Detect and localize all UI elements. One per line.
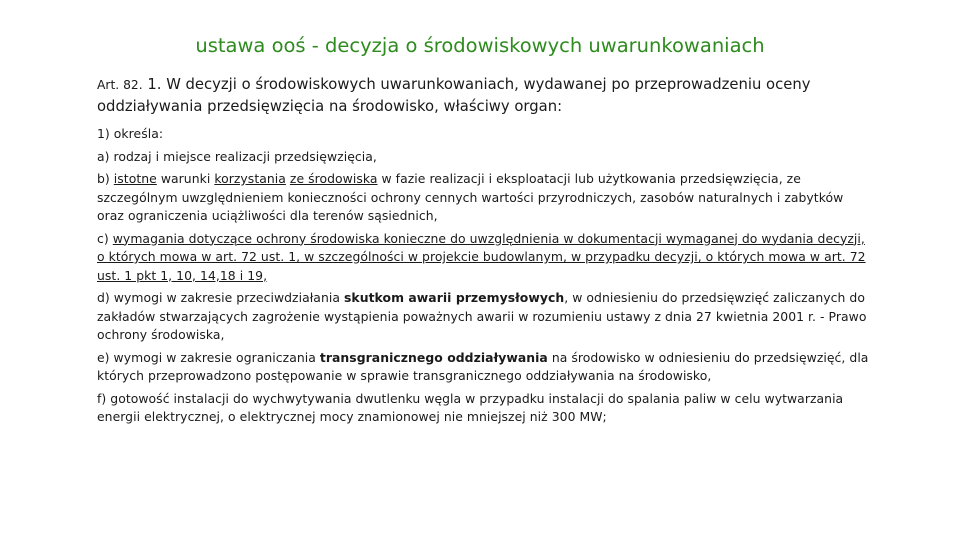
item-d-prefix: d) wymogi w zakresie przeciwdziałania: [97, 290, 344, 305]
item-f: f) gotowość instalacji do wychwytywania dwutlenku węgla w przypadku instalacji do spalania paliw w celu wytwarzania energii elektrycznej, o elektrycznej mocy znamionowej nie mniejszej niż 300 MW;: [97, 390, 844, 424]
item-b: [97, 170, 872, 226]
item-e-rest: na środowisko w odniesieniu do przedsięwzięć, dla których przeprowadzono postępowanie w sprawie transgranicznego oddziaływania na środowisko,: [97, 349, 869, 383]
article-intro: [97, 74, 857, 117]
article-intro-text: 1. W decyzji o środowiskowych uwarunkowaniach, wydawanej po przeprowadzeniu oceny oddziaływania przedsięwzięcia na środowisko, właściwy organ:: [97, 76, 811, 115]
item-e-bold: transgranicznego oddziaływania: [319, 349, 548, 365]
item-d: [97, 289, 872, 345]
item-a: a) rodzaj i miejsce realizacji przedsięwzięcia,: [97, 148, 377, 164]
item-c: [97, 230, 872, 286]
item-c-underlined: wymagania dotyczące ochrony środowiska konieczne do uwzględnienia w dokumentacji wymaganej do wydania decyzji, o których mowa w art. 72 ust. 1, w szczególności w projekcie budowlanym, w przypadku decyzji, o których mowa w art. 72 ust. 1 pkt 1, 10, 14,18 i 19,: [97, 230, 866, 283]
item-d-rest: , w odniesieniu do przedsięwzięć zaliczanych do zakładów stwarzających zagrożenie wystąpienia poważnych awarii w rozumieniu ustawy z dnia 27 kwietnia 2001 r. - Prawo ochrony środowiska,: [97, 290, 867, 342]
item-e-prefix: e) wymogi w zakresie ograniczania: [97, 349, 320, 365]
item-e: [97, 349, 872, 386]
article-label: Art. 82.: [97, 78, 143, 92]
item-c-prefix: c): [97, 230, 113, 246]
item-b-underlined-1: istotne: [113, 171, 157, 186]
item-b-rest: w fazie realizacji i eksploatacji lub użytkowania przedsięwzięcia, ze szczególnym uwzględnieniem konieczności ochrony cennych wartości przyrodniczych, zasobów naturalnych i zabytków oraz ograniczenia uciążliwości dla terenów sąsiednich,: [97, 171, 844, 223]
item-b-mid-1: warunki: [156, 171, 215, 186]
point-1: 1) określa:: [97, 126, 164, 141]
item-b-underlined-2: korzystania: [214, 171, 286, 186]
slide-body: [97, 74, 872, 431]
slide-title: ustawa ooś - decyzja o środowiskowych uwarunkowaniach: [195, 34, 765, 57]
item-d-bold: skutkom awarii przemysłowych: [343, 290, 565, 305]
item-b-prefix: b): [97, 171, 114, 186]
item-b-underlined-3: ze środowiska: [289, 171, 378, 186]
